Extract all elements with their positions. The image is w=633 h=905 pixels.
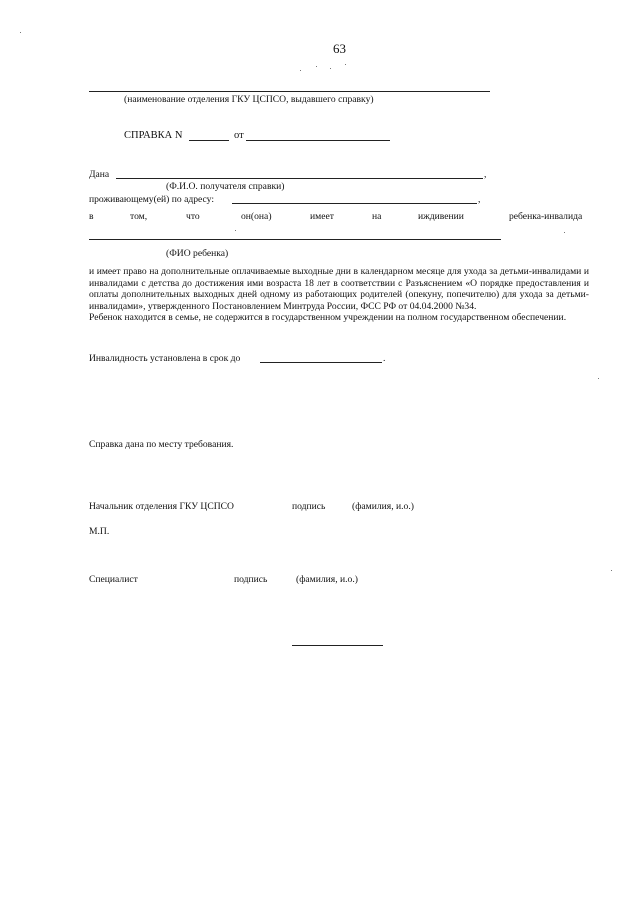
org-caption: (наименование отделения ГКУ ЦСПСО, выдавшего справку) <box>124 94 374 105</box>
certificate-date-line <box>246 140 390 141</box>
page-number: 63 <box>333 41 346 56</box>
certificate-number-line <box>189 140 229 141</box>
certificate-date-prefix: от <box>234 130 244 141</box>
recipient-line-end: , <box>484 169 487 180</box>
closing-separator <box>292 645 383 646</box>
disability-line-end: . <box>383 353 386 364</box>
scan-speck <box>564 232 565 233</box>
scan-speck <box>330 68 331 69</box>
body-text <box>89 266 589 324</box>
paragraph-family: Ребенок находится в семье, не содержится в государственном учреждении на полном государственном обеспечении. <box>89 312 567 324</box>
statement-word: он(она) <box>241 211 272 222</box>
issued-to-label: Дана <box>89 169 110 180</box>
specialist-name: (фамилия, и.о.) <box>296 574 358 585</box>
scan-speck <box>316 66 317 67</box>
address-line <box>232 203 477 204</box>
statement-word: что <box>186 211 200 222</box>
scan-speck <box>345 64 346 65</box>
address-label: проживающему(ей) по адресу: <box>89 194 215 205</box>
recipient-name-line <box>116 178 483 179</box>
statement-word: имеет <box>310 211 334 222</box>
scan-speck <box>300 70 301 71</box>
stamp-label: М.П. <box>89 526 110 537</box>
org-name-line <box>89 91 490 92</box>
head-title: Начальник отделения ГКУ ЦСПСО <box>89 501 234 512</box>
statement-word: на <box>372 211 382 222</box>
place-note: Справка дана по месту требования. <box>89 439 234 450</box>
head-signature: подпись <box>292 501 326 512</box>
certificate-title: СПРАВКА N <box>124 130 183 141</box>
specialist-title: Специалист <box>89 574 138 585</box>
statement-word: ребенка-инвалида <box>509 211 583 222</box>
child-name-line <box>89 239 501 240</box>
statement-word: иждивении <box>418 211 464 222</box>
address-line-end: , <box>478 194 481 205</box>
head-name: (фамилия, и.о.) <box>352 501 414 512</box>
scan-speck <box>20 32 21 33</box>
specialist-signature: подпись <box>234 574 268 585</box>
statement-word: в <box>89 211 94 222</box>
disability-label: Инвалидность установлена в срок до <box>89 353 241 364</box>
statement-word: том, <box>130 211 148 222</box>
scan-speck <box>235 230 236 231</box>
scan-speck <box>611 570 612 571</box>
scan-speck <box>598 378 599 379</box>
recipient-caption: (Ф.И.О. получателя справки) <box>166 181 285 192</box>
disability-date-line <box>260 362 382 363</box>
child-caption: (ФИО ребенка) <box>166 248 229 259</box>
paragraph-rights: и имеет право на дополнительные оплачиваемые выходные дни в календарном месяце для ухода за детьми-инвалидами и инвалидами с детства до достижения ими возраста 18 лет в соответствии с Разъяснением «О порядке предоставления и оплаты дополнительных выходных дней одному из работающих родителей (опекуну, попечителю) для ухода за детьми-инвалидами», утвержденного Постановлением Минтруда России, ФСС РФ от 04.04.2000 №34. <box>89 266 589 312</box>
